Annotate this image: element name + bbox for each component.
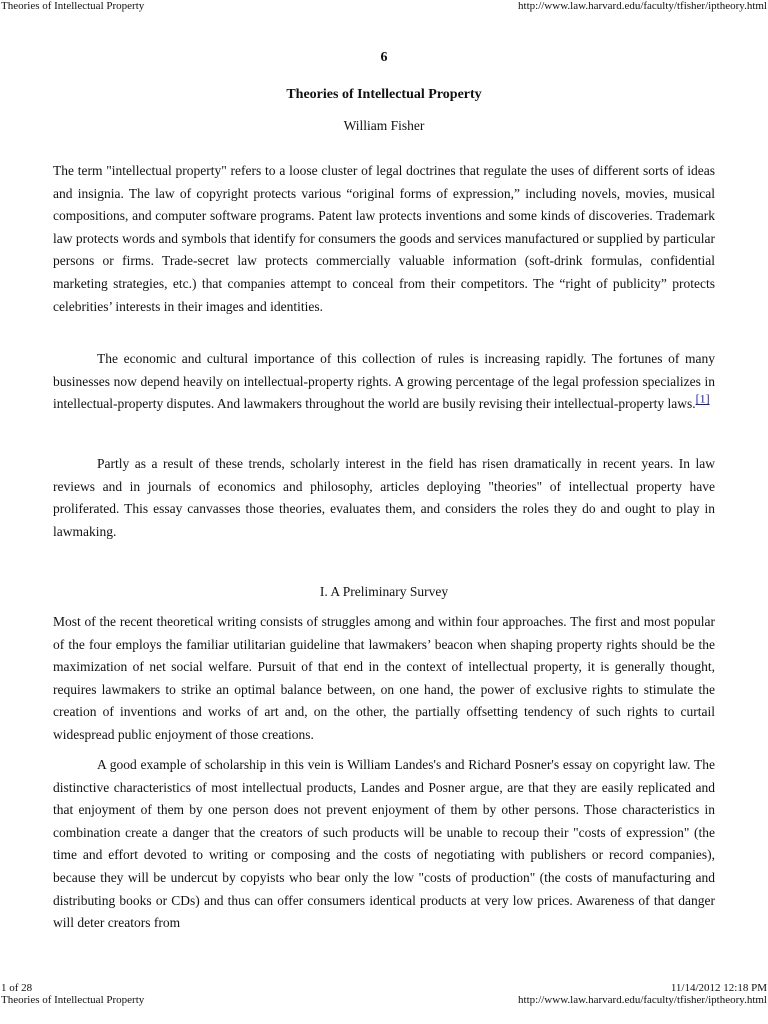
page-count: 1 of 28 [1, 982, 33, 994]
document-title: Theories of Intellectual Property [286, 87, 482, 102]
paragraph-2 [53, 348, 715, 416]
header-url: http://www.law.harvard.edu/faculty/tfisher/iptheory.html [518, 0, 767, 12]
author-name: William Fisher [343, 118, 425, 133]
next-page-header [0, 993, 768, 1007]
footnote-link-1[interactable]: [1] [695, 391, 710, 406]
footer-page-title: Theories of Intellectual Property [1, 994, 145, 1006]
paragraph-5: A good example of scholarship in this vein is William Landes's and Richard Posner's essay on copyright law. The distinctive characteristics of most intellectual products, Landes and Posner argue, are that they are easily replicated and that enjoyment of them by one person does not prevent enjoyment of them by other persons. Those characteristics in combination create a danger that the creators of such products will be unable to recoup their "costs of expression" (the time and effort devoted to writing or composing and the costs of negotiating with publishers or record companies), because they will be undercut by copyists who bear only the low "costs of production" (the costs of manufacturing and distributing books or CDs) and thus can offer consumers identical products at very low prices. Awareness of that danger will deter creators from [53, 757, 715, 931]
header-page-title: Theories of Intellectual Property [1, 0, 145, 12]
paragraph-2-text: The economic and cultural importance of this collection of rules is increasing rapidly. The fortunes of many businesses now depend heavily on intellectual-property rights. A growing percentage of the legal profession specializes in intellectual-property disputes. And lawmakers throughout the world are busily revising their intellectual-property laws. [53, 351, 715, 412]
section-heading: I. A Preliminary Survey [319, 584, 449, 599]
paragraph-3: Partly as a result of these trends, scholarly interest in the field has risen dramatically in recent years. In law reviews and in journals of economics and philosophy, articles deploying "theories" of intellectual property have proliferated. This essay canvasses those theories, evaluates them, and considers the roles they do and ought to play in lawmaking. [53, 456, 715, 539]
print-header [0, 0, 768, 13]
footer-url: http://www.law.harvard.edu/faculty/tfisher/iptheory.html [518, 994, 767, 1006]
paragraph-4: Most of the recent theoretical writing consists of struggles among and within four approaches. The first and most popular of the four employs the familiar utilitarian guideline that lawmakers’ beacon when shaping property rights should be the maximization of net social welfare. Pursuit of that end in the context of intellectual property, it is generally thought, requires lawmakers to strike an optimal balance between, on one hand, the power of exclusive rights to stimulate the creation of inventions and works of art and, on the other, the partially offsetting tendency of such rights to curtail widespread public enjoyment of those creations. [53, 614, 715, 742]
paragraph-1: The term "intellectual property" refers to a loose cluster of legal doctrines that regulate the uses of different sorts of ideas and insignia. The law of copyright protects various “original forms of expression,” including novels, movies, musical compositions, and computer software programs. Patent law protects inventions and some kinds of discoveries. Trademark law protects words and symbols that identify for consumers the goods and services manufactured or supplied by particular persons or firms. Trade-secret law protects commercially valuable information (soft-drink formulas, confidential marketing strategies, etc.) that companies attempt to conceal from their competitors. The “right of publicity” protects celebrities’ interests in their images and identities. [53, 163, 715, 314]
print-datetime: 11/14/2012 12:18 PM [670, 982, 767, 994]
chapter-number: 6 [380, 50, 388, 65]
